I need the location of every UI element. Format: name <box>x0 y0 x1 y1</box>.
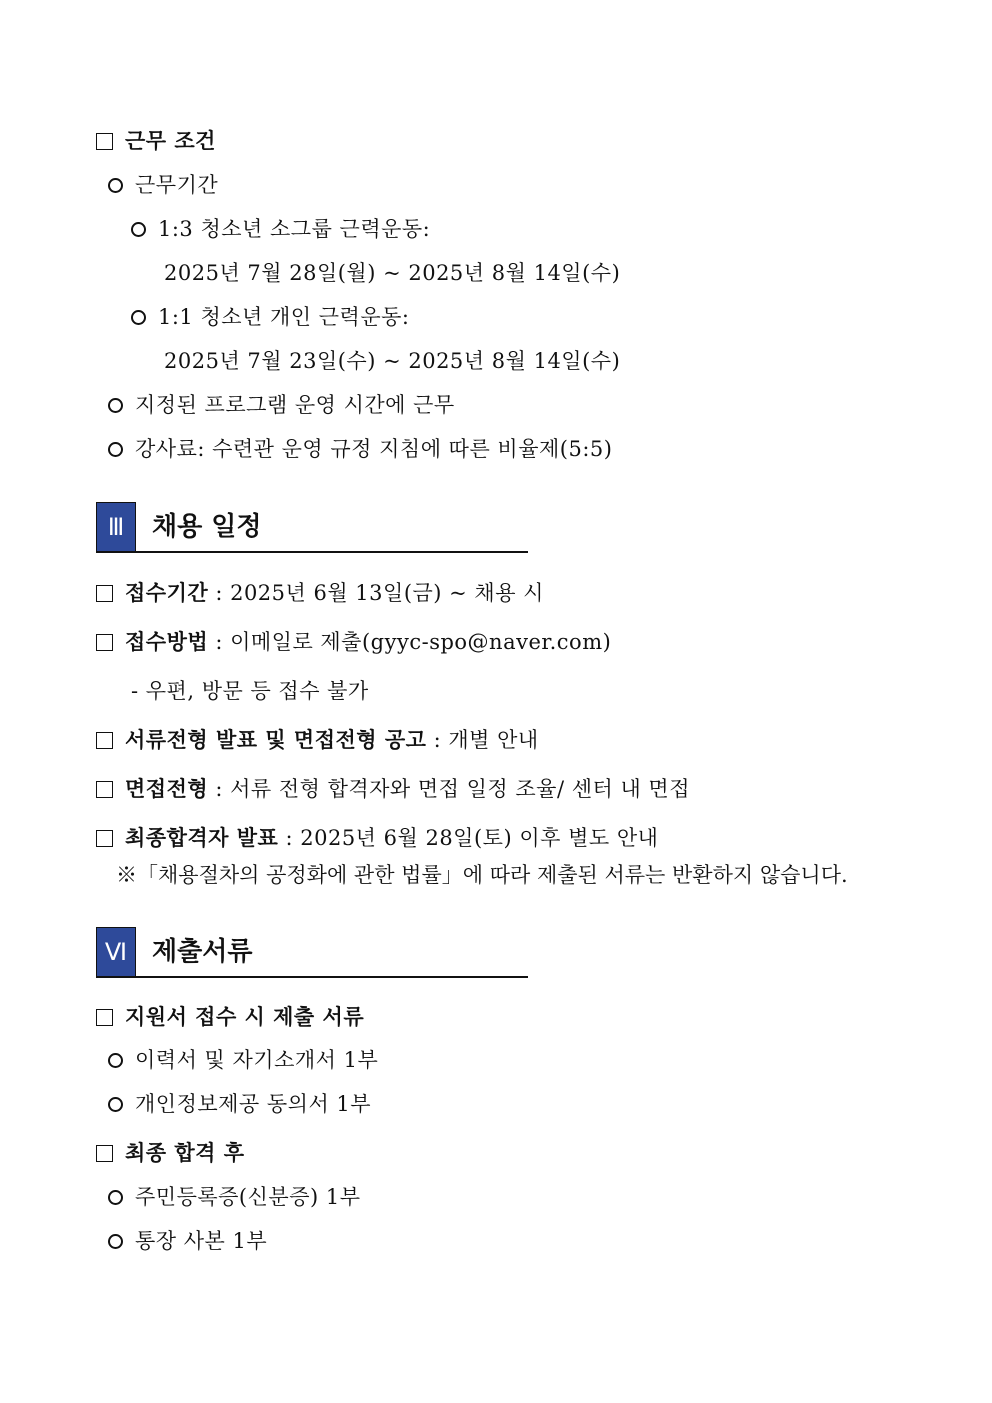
individual-program-dates: 2025년 7월 23일(수) ~ 2025년 8월 14일(수) <box>164 349 621 373</box>
application-docs-heading: 지원서 접수 시 제출 서류 <box>96 1002 364 1032</box>
document-item: 주민등록증(신분증) 1부 <box>108 1182 361 1212</box>
schedule-item-method: 접수방법 : 이메일로 제출(gyyc-spo@naver.com) <box>96 627 611 657</box>
circle-bullet-icon <box>108 398 123 413</box>
section-number-badge: Ⅵ <box>96 927 136 977</box>
section-underline <box>96 551 528 553</box>
hours-item: 지정된 프로그램 운영 시간에 근무 <box>108 390 455 420</box>
circle-bullet-icon <box>131 222 146 237</box>
group-program-dates: 2025년 7월 28일(월) ~ 2025년 8월 14일(수) <box>164 261 621 285</box>
checkbox-square-icon <box>96 585 113 602</box>
schedule-item-final: 최종합격자 발표 : 2025년 6월 28일(토) 이후 별도 안내 <box>96 823 658 853</box>
checkbox-square-icon <box>96 634 113 651</box>
schedule-item-period: 접수기간 : 2025년 6월 13일(금) ~ 채용 시 <box>96 578 544 608</box>
schedule-item-announcement: 서류전형 발표 및 면접전형 공고 : 개별 안내 <box>96 725 539 755</box>
legal-notice: ※「채용절차의 공정화에 관한 법률」에 따라 제출된 서류는 반환하지 않습니다. <box>116 863 848 887</box>
document-item: 통장 사본 1부 <box>108 1226 267 1256</box>
checkbox-square-icon <box>96 781 113 798</box>
section-number-badge: Ⅲ <box>96 502 136 552</box>
circle-bullet-icon <box>108 1053 123 1068</box>
checkbox-square-icon <box>96 830 113 847</box>
circle-bullet-icon <box>131 310 146 325</box>
checkbox-square-icon <box>96 133 113 150</box>
final-docs-heading: 최종 합격 후 <box>96 1138 245 1168</box>
circle-bullet-icon <box>108 442 123 457</box>
period-item: 근무기간 <box>108 170 218 200</box>
circle-bullet-icon <box>108 1234 123 1249</box>
document-item: 이력서 및 자기소개서 1부 <box>108 1045 378 1075</box>
checkbox-square-icon <box>96 1145 113 1162</box>
circle-bullet-icon <box>108 178 123 193</box>
group-program-item: 1:3 청소년 소그룹 근력운동: <box>131 214 430 244</box>
checkbox-square-icon <box>96 1009 113 1026</box>
conditions-heading: 근무 조건 <box>96 126 216 156</box>
method-note: - 우편, 방문 등 접수 불가 <box>131 679 369 703</box>
document-item: 개인정보제공 동의서 1부 <box>108 1089 371 1119</box>
circle-bullet-icon <box>108 1190 123 1205</box>
schedule-item-interview: 면접전형 : 서류 전형 합격자와 면접 일정 조율/ 센터 내 면접 <box>96 774 690 804</box>
circle-bullet-icon <box>108 1097 123 1112</box>
fee-item: 강사료: 수련관 운영 규정 지침에 따른 비율제(5:5) <box>108 434 612 464</box>
section-title: 제출서류 <box>152 937 253 967</box>
section-underline <box>96 976 528 978</box>
individual-program-item: 1:1 청소년 개인 근력운동: <box>131 302 409 332</box>
checkbox-square-icon <box>96 732 113 749</box>
section-title: 채용 일정 <box>152 512 262 542</box>
